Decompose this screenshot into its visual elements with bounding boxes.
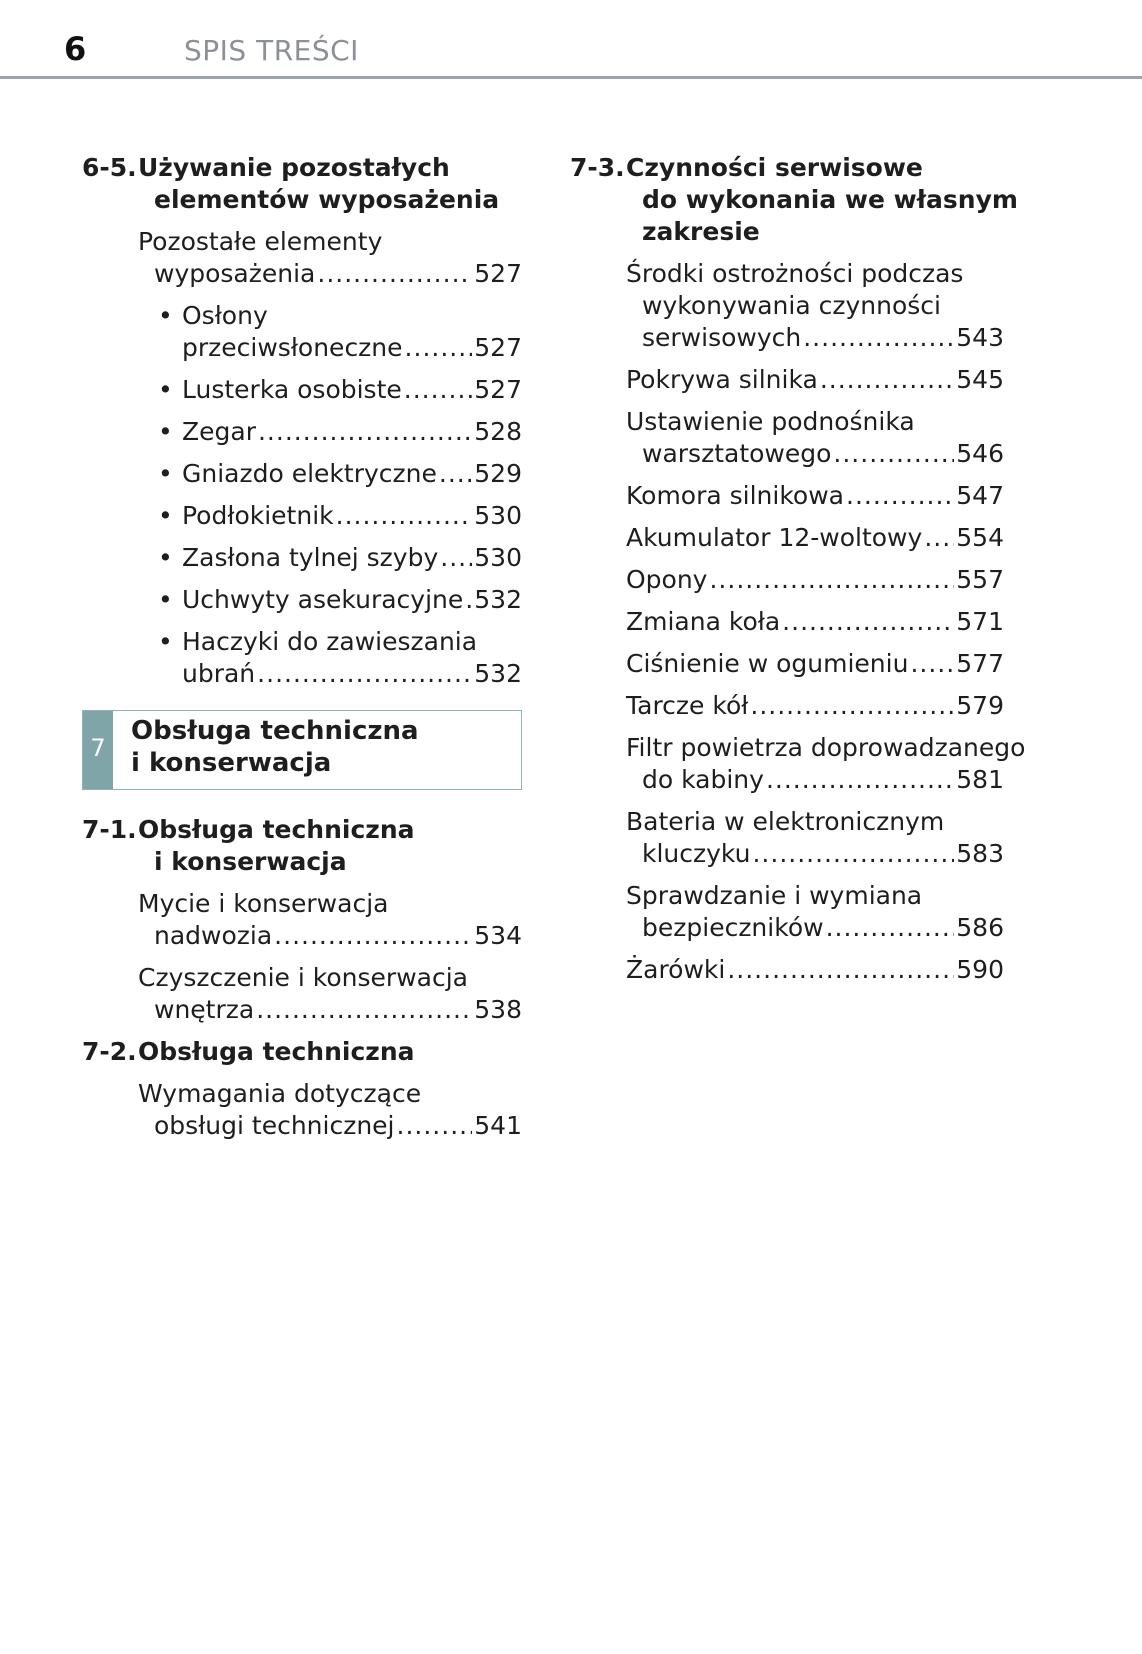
toc-bullet-entry[interactable] <box>82 374 522 406</box>
toc-entry[interactable] <box>570 480 1004 512</box>
dot-leader <box>709 564 954 596</box>
toc-entry-title: Wymagania dotyczące <box>138 1079 422 1108</box>
toc-entry-leader <box>82 258 522 290</box>
section-title: Obsługa techniczna <box>138 815 415 844</box>
dot-leader <box>750 690 954 722</box>
section-heading-6-5 <box>82 152 522 184</box>
toc-entry-title: Uchwyty asekuracyjne <box>182 585 464 614</box>
toc-entry-title: Ciśnienie w ogumieniu <box>626 649 909 678</box>
dot-leader <box>924 522 954 554</box>
dot-leader <box>440 542 472 574</box>
page-ref: 577 <box>956 649 1004 678</box>
section-title-cont: zakresie <box>642 217 760 246</box>
toc-entry[interactable] <box>82 962 522 1026</box>
toc-entry-title: Haczyki do zawieszania <box>182 627 478 656</box>
chapter-number-tab: 7 <box>83 711 113 789</box>
toc-entry-title: Zmiana koła <box>626 607 781 636</box>
dot-leader <box>766 764 954 796</box>
section-title: Czynności serwisowe <box>626 153 923 182</box>
page-ref: 530 <box>474 501 522 530</box>
toc-entry[interactable] <box>570 648 1004 680</box>
page-ref: 530 <box>474 543 522 572</box>
page-ref: 538 <box>474 995 522 1024</box>
bullet-icon: • <box>158 417 173 446</box>
toc-entry-title-cont: ubrań <box>182 659 256 688</box>
toc-entry-title: Podłokietnik <box>182 501 334 530</box>
dot-leader <box>317 258 472 290</box>
toc-entry-title-cont: przeciwsłoneczne <box>182 333 403 362</box>
toc-entry-title: Sprawdzanie i wymiana <box>626 881 923 910</box>
toc-entry[interactable] <box>570 564 1004 596</box>
toc-entry-title: Opony <box>626 565 708 594</box>
toc-bullet-entry[interactable] <box>82 584 522 616</box>
page-ref: 528 <box>474 417 522 446</box>
toc-entry-title: Pokrywa silnika <box>626 365 818 394</box>
dot-leader <box>752 838 954 870</box>
bullet-icon: • <box>158 627 173 656</box>
toc-entry-title: Lusterka osobiste <box>182 375 402 404</box>
section-title: Obsługa techniczna <box>138 1037 415 1066</box>
toc-entry-title-cont: nadwozia <box>154 921 273 950</box>
page-ref: 532 <box>474 659 522 688</box>
section-number: 7-3. <box>570 153 625 182</box>
section-heading-7-2 <box>82 1036 522 1068</box>
chapter-title-line2: i konserwacja <box>131 748 332 778</box>
toc-entry-title: Pozostałe elementy <box>138 227 383 256</box>
dot-leader <box>258 416 472 448</box>
toc-entry[interactable] <box>570 954 1004 986</box>
toc-entry-title-cont: serwisowych <box>642 323 802 352</box>
section-title-cont: elementów wyposażenia <box>154 185 500 214</box>
toc-entry-title: Ustawienie podnośnika <box>626 407 915 436</box>
dot-leader <box>336 500 473 532</box>
dot-leader <box>439 458 472 490</box>
dot-leader <box>846 480 954 512</box>
chapter-heading-box <box>82 710 522 790</box>
toc-entry[interactable] <box>82 888 522 952</box>
toc-entry-title-cont: warsztatowego <box>642 439 832 468</box>
toc-bullet-entry[interactable] <box>82 626 522 690</box>
section-number: 6-5. <box>82 153 137 182</box>
toc-entry[interactable] <box>570 522 1004 554</box>
section-heading-7-3 <box>570 152 1004 184</box>
toc-entry-title-cont: do kabiny <box>642 765 764 794</box>
toc-bullet-entry[interactable] <box>82 300 522 364</box>
toc-left-column <box>82 152 522 1142</box>
bullet-icon: • <box>158 459 173 488</box>
section-heading-7-1 <box>82 814 522 846</box>
toc-entry-title: Akumulator 12-woltowy <box>626 523 923 552</box>
section-title: Używanie pozostałych <box>138 153 450 182</box>
page-ref: 557 <box>956 565 1004 594</box>
dot-leader <box>274 920 472 952</box>
bullet-icon: • <box>158 585 173 614</box>
page-header <box>0 0 1142 82</box>
toc-entry[interactable] <box>570 806 1004 870</box>
dot-leader <box>782 606 954 638</box>
dot-leader <box>833 438 954 470</box>
dot-leader <box>803 322 954 354</box>
page-ref: 547 <box>956 481 1004 510</box>
toc-entry[interactable] <box>82 226 522 290</box>
dot-leader <box>465 584 472 616</box>
page-ref: 541 <box>474 1111 522 1140</box>
page-ref: 586 <box>956 913 1004 942</box>
dot-leader <box>257 658 472 690</box>
page-ref: 581 <box>956 765 1004 794</box>
chapter-title-line1: Obsługa techniczna <box>131 716 419 746</box>
toc-entry-title: Mycie i konserwacja <box>138 889 389 918</box>
toc-entry[interactable] <box>570 606 1004 638</box>
toc-entry-title-cont: wykonywania czynności <box>642 291 941 320</box>
header-divider <box>0 76 1142 79</box>
dot-leader <box>727 954 954 986</box>
bullet-icon: • <box>158 375 173 404</box>
toc-entry-title-cont: wyposażenia <box>154 259 316 288</box>
dot-leader <box>820 364 954 396</box>
section-number: 7-2. <box>82 1037 137 1066</box>
toc-entry-title: Komora silnikowa <box>626 481 844 510</box>
toc-entry[interactable] <box>570 690 1004 722</box>
toc-entry-title: Bateria w elektronicznym <box>626 807 945 836</box>
toc-entry[interactable] <box>570 406 1004 470</box>
bullet-icon: • <box>158 543 173 572</box>
toc-entry-title-cont: wnętrza <box>154 995 255 1024</box>
page-ref: 527 <box>474 333 522 362</box>
toc-entry-title: Żarówki <box>626 955 726 984</box>
page-ref: 554 <box>956 523 1004 552</box>
header-title: SPIS TREŚCI <box>184 34 359 67</box>
toc-entry-title-cont: obsługi technicznej <box>154 1111 395 1140</box>
toc-entry[interactable] <box>570 880 1004 944</box>
dot-leader <box>910 648 954 680</box>
dot-leader <box>826 912 955 944</box>
page-ref: 571 <box>956 607 1004 636</box>
page-ref: 527 <box>474 259 522 288</box>
page-ref: 546 <box>956 439 1004 468</box>
toc-entry[interactable] <box>82 1078 522 1142</box>
bullet-icon: • <box>158 301 173 330</box>
page-ref: 534 <box>474 921 522 950</box>
page-ref: 529 <box>474 459 522 488</box>
toc-bullet-entry[interactable] <box>82 542 522 574</box>
page-ref: 579 <box>956 691 1004 720</box>
toc-entry[interactable] <box>570 732 1026 796</box>
toc-bullet-entry[interactable] <box>82 416 522 448</box>
toc-entry-title-cont: kluczyku <box>642 839 751 868</box>
toc-entry-title: Tarcze kół <box>626 691 749 720</box>
toc-entry-title: Gniazdo elektryczne <box>182 459 437 488</box>
toc-bullet-entry[interactable] <box>82 500 522 532</box>
toc-entry-title: Czyszczenie i konserwacja <box>138 963 468 992</box>
section-title-cont: i konserwacja <box>154 847 347 876</box>
bullet-icon: • <box>158 501 173 530</box>
toc-entry-title: Osłony <box>182 301 268 330</box>
toc-right-column <box>570 152 1026 986</box>
page-ref: 545 <box>956 365 1004 394</box>
page-number: 6 <box>64 30 87 68</box>
page-ref: 583 <box>956 839 1004 868</box>
toc-entry-title-cont: bezpieczników <box>642 913 824 942</box>
toc-entry-title: Zegar <box>182 417 256 446</box>
dot-leader <box>405 332 473 364</box>
toc-entry[interactable] <box>570 364 1004 396</box>
toc-entry-title: Filtr powietrza doprowadzanego <box>626 733 1026 762</box>
toc-entry-title: Środki ostrożności podczas <box>626 259 964 288</box>
toc-entry[interactable] <box>570 258 1004 354</box>
section-number: 7-1. <box>82 815 137 844</box>
page-ref: 532 <box>474 585 522 614</box>
dot-leader <box>404 374 473 406</box>
dot-leader <box>397 1110 473 1142</box>
section-title-cont: do wykonania we własnym <box>642 185 1018 214</box>
toc-bullet-entry[interactable] <box>82 458 522 490</box>
page-ref: 543 <box>956 323 1004 352</box>
page-ref: 527 <box>474 375 522 404</box>
dot-leader <box>256 994 472 1026</box>
page-ref: 590 <box>956 955 1004 984</box>
chapter-title <box>131 715 419 779</box>
toc-entry-title: Zasłona tylnej szyby <box>182 543 439 572</box>
